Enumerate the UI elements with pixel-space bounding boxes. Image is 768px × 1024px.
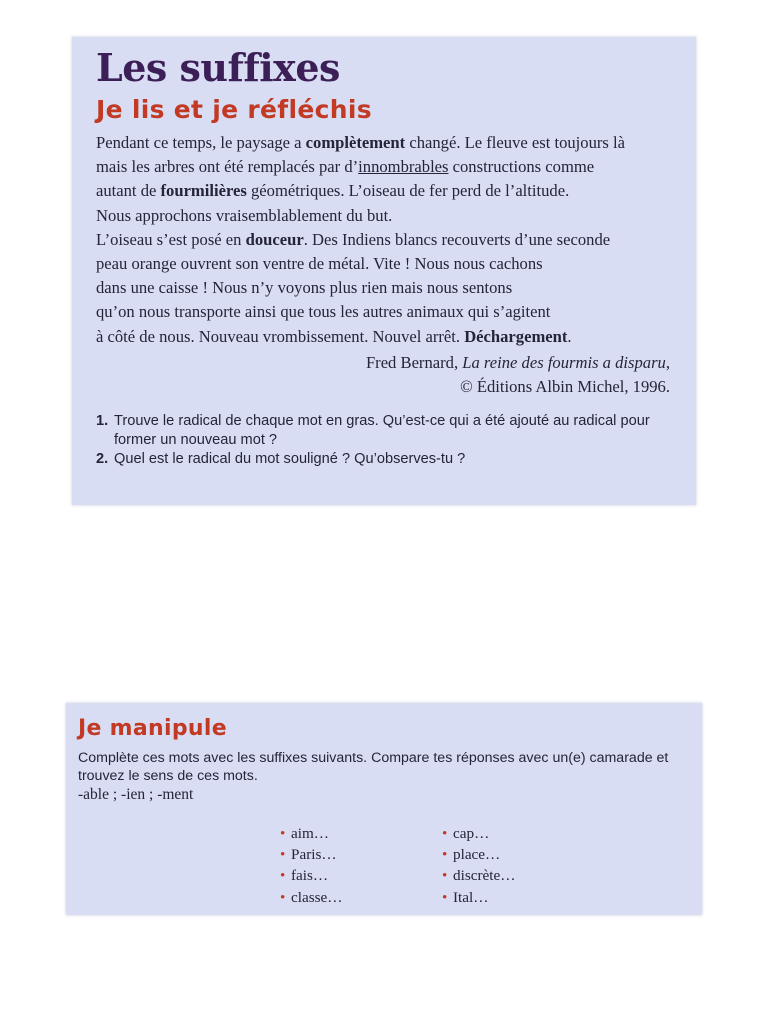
passage-line: mais les arbres ont été remplacés par d’innombrables constructions comme xyxy=(96,157,595,177)
word-item: • classe… xyxy=(280,887,442,908)
word-item: • Paris… xyxy=(280,844,442,865)
passage-line: à côté de nous. Nouveau vrombissement. Nouvel arrêt. Déchargement. xyxy=(96,326,572,346)
word-item: • place… xyxy=(442,844,515,865)
passage-line: dans une caisse ! Nous n’y voyons plus rien mais nous sentons xyxy=(96,278,513,298)
questions-list xyxy=(96,412,670,469)
citation-work: La reine des fourmis a disparu xyxy=(462,352,666,372)
word-item: • discrète… xyxy=(442,865,515,886)
passage-line: peau orange ouvrent son ventre de métal. Vite ! Nous nous cachons xyxy=(96,254,543,274)
lesson-title: Les suffixes xyxy=(96,45,340,90)
citation xyxy=(96,351,670,399)
word-columns xyxy=(280,823,515,908)
passage-line: L’oiseau s’est posé en douceur. Des Indiens blancs recouverts d’une seconde xyxy=(96,229,611,249)
underlined-word: innombrables xyxy=(358,157,449,177)
question-text: Trouve le radical de chaque mot en gras. Qu’est-ce qui a été ajouté au radical pour former un nouveau mot ? xyxy=(114,412,650,448)
question-number: 2. xyxy=(96,450,109,467)
passage-line: autant de fourmilières géométriques. L’oiseau de fer perd de l’altitude. xyxy=(96,181,570,201)
bold-word: fourmilières xyxy=(160,181,247,201)
bold-word: complètement xyxy=(305,133,406,152)
citation-publisher: © Éditions Albin Michel, 1996. xyxy=(460,376,670,396)
exercise-instructions: Complète ces mots avec les suffixes suivants. Compare tes réponses avec un(e) camarade et trouvez le sens de ces mots. xyxy=(78,750,669,784)
lesson-card-exercise xyxy=(66,703,702,915)
question-item xyxy=(96,450,670,469)
question-number: 1. xyxy=(96,412,109,429)
bold-word: Déchargement xyxy=(464,326,568,346)
passage-line: Pendant ce temps, le paysage a complètement changé. Le fleuve est toujours là xyxy=(96,133,625,152)
question-item xyxy=(96,412,670,450)
word-item: • Ital… xyxy=(442,887,515,908)
passage-line: qu’on nous transporte ainsi que tous les autres animaux qui s’agitent xyxy=(96,302,551,322)
word-item: • fais… xyxy=(280,865,442,886)
section-heading-exercise: Je manipule xyxy=(78,716,227,741)
bold-word: douceur xyxy=(245,229,304,249)
word-column-left xyxy=(280,823,442,908)
word-item: • cap… xyxy=(442,823,515,844)
citation-author-line: Fred Bernard, La reine des fourmis a disparu, xyxy=(365,352,670,372)
passage-line: Nous approchons vraisemblablement du but. xyxy=(96,205,393,225)
word-column-right xyxy=(442,823,515,908)
reading-passage xyxy=(96,131,670,349)
word-item: • aim… xyxy=(280,823,442,844)
section-heading-reading: Je lis et je réfléchis xyxy=(96,95,372,124)
question-text: Quel est le radical du mot souligné ? Qu’observes-tu ? xyxy=(114,450,466,467)
lesson-card-reading xyxy=(72,37,696,505)
suffix-list: -able ; -ien ; -ment xyxy=(78,786,194,803)
